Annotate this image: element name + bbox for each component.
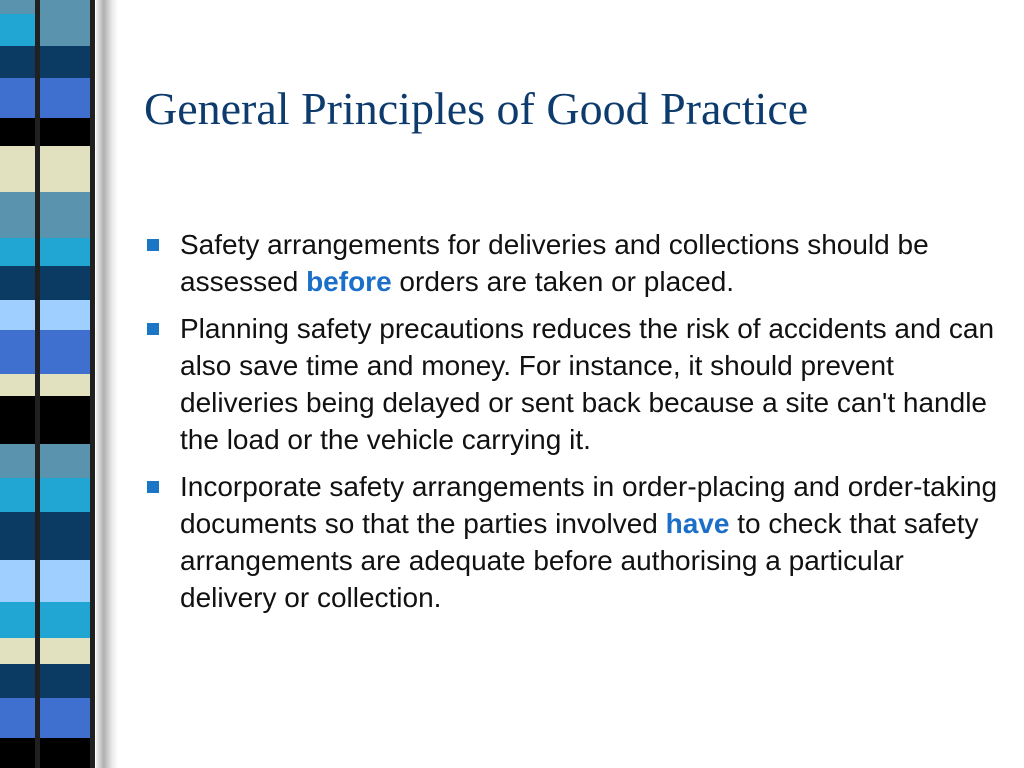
stripe-segment xyxy=(40,698,90,738)
decorative-stripe-bar xyxy=(0,0,118,768)
stripe-segment xyxy=(40,638,90,664)
bullet-text: Safety arrangements for deliveries and collections should be assessed xyxy=(180,229,929,297)
stripe-segment xyxy=(0,560,35,602)
square-bullet-icon xyxy=(147,481,159,493)
stripe-shadow xyxy=(96,0,118,768)
stripe-segment xyxy=(40,478,90,512)
stripe-segment xyxy=(40,192,90,238)
stripe-segment xyxy=(40,560,90,602)
stripe-segment xyxy=(0,192,35,238)
stripe-segment xyxy=(40,238,90,266)
stripe-segment xyxy=(0,444,35,478)
stripe-segment xyxy=(0,478,35,512)
stripe-segment xyxy=(0,374,35,396)
bullet-text: orders are taken or placed. xyxy=(391,266,735,297)
stripe-segment xyxy=(40,266,90,300)
stripe-segment xyxy=(40,664,90,698)
stripe-segment xyxy=(40,738,90,768)
stripe-segment xyxy=(0,146,35,192)
bullet-list xyxy=(144,226,1004,626)
stripe-segment xyxy=(40,300,90,330)
stripe-segment xyxy=(0,266,35,300)
stripe-divider xyxy=(35,0,40,768)
stripe-segment xyxy=(40,512,90,560)
bullet-emphasis: have xyxy=(665,508,730,539)
stripe-segment xyxy=(0,638,35,664)
stripe-segment xyxy=(40,330,90,374)
stripe-segment xyxy=(40,396,90,444)
stripe-segment xyxy=(40,146,90,192)
stripe-segment xyxy=(0,738,35,768)
stripe-segment xyxy=(0,300,35,330)
stripe-segment xyxy=(40,14,90,46)
stripe-segment xyxy=(40,78,90,118)
stripe-segment xyxy=(0,602,35,638)
bullet-text: to check that safety arrangements are adequate before authorising a particular delivery or collection. xyxy=(180,508,979,613)
stripe-segment xyxy=(40,374,90,396)
stripe-segment xyxy=(0,330,35,374)
stripe-segment xyxy=(0,664,35,698)
stripe-segment xyxy=(0,14,35,46)
stripe-segment xyxy=(0,46,35,78)
stripe-divider xyxy=(90,0,95,768)
bullet-item xyxy=(144,226,1004,300)
square-bullet-icon xyxy=(147,239,159,251)
bullet-item xyxy=(144,310,1004,458)
square-bullet-icon xyxy=(147,323,159,335)
stripe-segment xyxy=(40,46,90,78)
stripe-segment xyxy=(0,698,35,738)
stripe-segment xyxy=(40,602,90,638)
stripe-band xyxy=(0,0,96,768)
stripe-segment xyxy=(0,118,35,146)
stripe-segment xyxy=(0,238,35,266)
bullet-text: Planning safety precautions reduces the risk of accidents and can also save time and money. For instance, it should prevent deliveries being delayed or sent back because a site can't handle the load or the vehicle carrying it. xyxy=(180,313,995,455)
stripe-segment xyxy=(40,444,90,478)
stripe-segment xyxy=(40,0,90,14)
slide-title: General Principles of Good Practice xyxy=(144,83,809,134)
stripe-segment xyxy=(0,512,35,560)
bullet-item xyxy=(144,468,1004,616)
bullet-text: Incorporate safety arrangements in order-placing and order-taking documents so that the parties involved xyxy=(180,471,998,539)
stripe-segment xyxy=(0,78,35,118)
stripe-segment xyxy=(0,396,35,444)
stripe-segment xyxy=(40,118,90,146)
stripe-segment xyxy=(0,0,35,14)
bullet-emphasis: before xyxy=(306,266,392,297)
